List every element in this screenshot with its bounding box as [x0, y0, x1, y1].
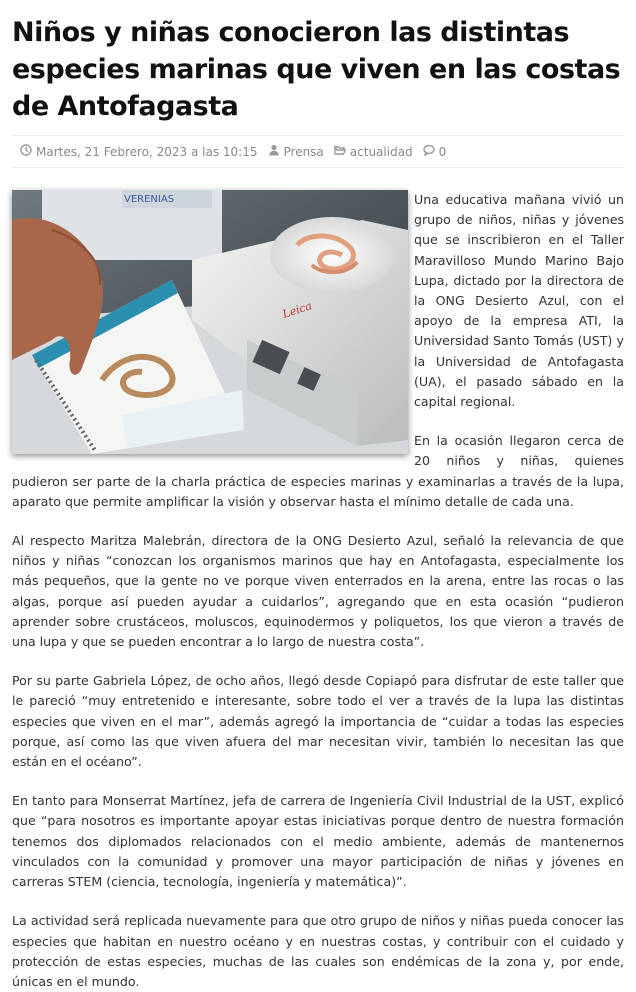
- paragraph-6: La actividad será replicada nuevamente para que otro grupo de niños y niñas pueda conocer las especies que habitan en nuestro océano y en nuestras costas, y contribuir con el cuidado y protección de estas especies, muchas de las cuales son endémicas de la zona y, por ende, únicas en el mundo.: [12, 913, 624, 989]
- article-body: [12, 190, 624, 992]
- article-title: Niños y niñas conocieron las distintas especies marinas que viven en las costas de Antofagasta: [12, 17, 621, 122]
- microscope-brand: Leica: [280, 299, 314, 321]
- meta-comments[interactable]: [423, 144, 447, 159]
- paragraph-4: Por su parte Gabriela López, de ocho años, llegó desde Copiapó para disfrutar de este taller que le pareció “muy entretenido e interesante, sobre todo el ver a través de la lupa las distintas especies que viven en el mar”, además agregó la importancia de “cuidar a todas las especies porque, así como las que viven afuera del mar necesitan vivir, también lo necesitan las que están en el océano”.: [12, 673, 624, 770]
- paragraph-2: En la ocasión llegaron cerca de 20 niños y niñas, quienes pudieron ser parte de la charla práctica de especies marinas y examinarlas a través de la lupa, aparato que permite amplificar la visión y observar hasta el mínimo detalle de cada una.: [12, 433, 624, 509]
- meta-category-text[interactable]: actualidad: [349, 144, 413, 159]
- clock-icon: [20, 144, 32, 159]
- user-icon: [268, 144, 280, 159]
- comment-icon: [423, 144, 435, 159]
- article-photo: [12, 190, 408, 454]
- folder-open-icon: [334, 144, 346, 159]
- paragraph-3: Al respecto Maritza Malebrán, directora de la ONG Desierto Azul, señaló la relevancia de que niños y niñas “conozcan los organismos marinos que hay en Antofagasta, especialmente los más pequeños, que la gente no ve porque viven enterrados en la arena, entre las rocas o las algas, porque así pueden ayudar a cuidarlos”, agregando que en esta ocasión “pudieron aprender sobre crustáceos, moluscos, equinodermos y poliquetos, los que vieron a través de una lupa y que se pueden encontrar a lo largo de nuestra costa”.: [12, 533, 624, 650]
- paragraph-1: Una educativa mañana vivió un grupo de niños, niñas y jóvenes que se inscribieron en el Taller Maravilloso Mundo Marino Bajo Lupa, dictado por la directora de la ONG Desierto Azul, con el apoyo de la empresa ATI, la Universidad Santo Tomás (UST) y la Universidad de Antofagasta (UA), el pasado sábado en la capital regional.: [414, 192, 624, 410]
- meta-author-text[interactable]: Prensa: [283, 144, 324, 159]
- meta-author[interactable]: [268, 144, 324, 159]
- meta-date: [20, 144, 258, 159]
- meta-date-text: Martes, 21 Febrero, 2023 a las 10:15: [36, 144, 258, 159]
- meta-comments-count[interactable]: 0: [438, 144, 447, 159]
- shirt-text: VERENIAS: [124, 194, 175, 205]
- article-meta: [12, 135, 624, 168]
- meta-category[interactable]: [334, 144, 413, 159]
- article-photo-illustration: [12, 190, 408, 454]
- paragraph-5: En tanto para Monserrat Martínez, jefa de carrera de Ingeniería Civil Industrial de la UST, explicó que “para nosotros es importante apoyar estas iniciativas porque dentro de nuestra formación tenemos dos diplomados relacionados con el medio ambiente, además de mantenernos vinculados con la comunidad y promover una mayor participación de niñas y jóvenes en carreras STEM (ciencia, tecnología, ingeniería y matemática)”.: [12, 793, 624, 890]
